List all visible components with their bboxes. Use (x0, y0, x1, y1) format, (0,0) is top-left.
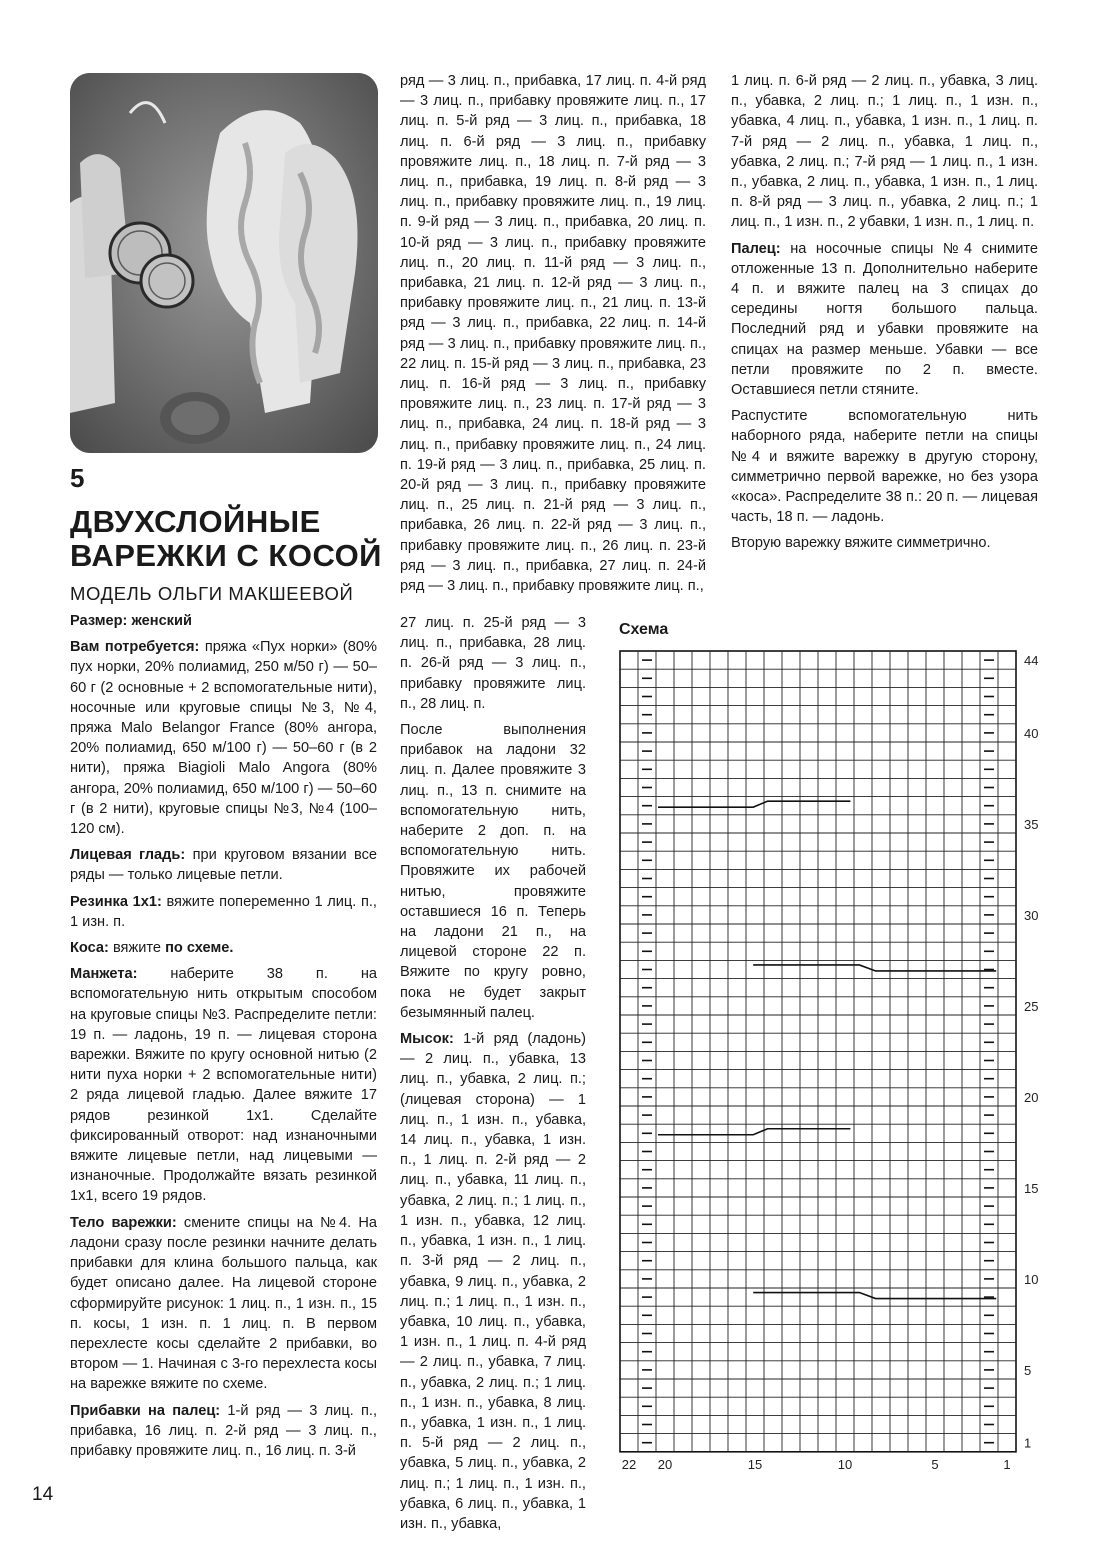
x-tick-label: 10 (837, 1456, 853, 1472)
size-label: Размер: (70, 613, 128, 629)
body-label: Тело варежки: (70, 1214, 177, 1231)
materials-paragraph (70, 637, 377, 839)
materials-label: Вам потребуется: (70, 639, 200, 656)
increases-end: 27 лиц. п. 25-й ряд — 3 лиц. п., прибавка, 28 лиц. п. 26-й ряд — 3 лиц. п., прибавку провяжите лиц. п., 28 лиц. п. (400, 615, 586, 712)
increases-continued: ряд — 3 лиц. п., прибавка, 17 лиц. п. 4-й ряд — 3 лиц. п., прибавку провяжите лиц. п., 17 лиц. п. 5-й ряд — 3 лиц. п., прибавка, 18 лиц. п. 6-й ряд — 3 лиц. п., прибавку провяжите лиц. п., 18 лиц. п. 7-й ряд — 3 лиц. п., прибавка, 19 лиц. п. 8-й ряд — 3 лиц. п., прибавку провяжите лиц. п., 19 лиц. п. 9-й ряд — 3 лиц. п., прибавка, 20 лиц. п. 10-й ряд — 3 лиц. п., прибавку провяжите лиц. п., 20 лиц. п. 11-й ряд — 3 лиц. п., прибавка, 21 лиц. п. 12-й ряд — 3 лиц. п., прибавку провяжите лиц. п., 21 лиц. п. 13-й ряд — 3 лиц. п., прибавка, 22 лиц. п. 14-й ряд — 3 лиц. п., прибавку провяжите лиц. п., 22 лиц. п. 15-й ряд — 3 лиц. п., прибавка, 23 лиц. п. 16-й ряд — 3 лиц. п., прибавку провяжите лиц. п., 23 лиц. п. 17-й ряд — 3 лиц. п., прибавка, 24 лиц. п. 18-й ряд — 3 лиц. п., прибавку провяжите лиц. п., 24 лиц. п. 19-й ряд — 3 лиц. п., прибавка, 25 лиц. п. 20-й ряд — 3 лиц. п., прибавку провяжите лиц. п., 25 лиц. п. 21-й ряд — 3 лиц. п., прибавка, 26 лиц. п. 22-й ряд — 3 лиц. п., прибавку провяжите лиц. п., 26 лиц. п. 23-й ряд — 3 лиц. п., прибавка, 27 лиц. п. 24-й ряд — 3 лиц. п., прибавку провяжите лиц. п., (400, 73, 706, 595)
size-value: женский (131, 613, 192, 629)
materials-text: пряжа «Пух норки» (80% пух норки, 20% полиамид, 250 м/50 г) — 50–60 г (2 основные + 2 вспомогательные нити), носочные или круговые спицы №3, №4, пряжа Malo Belangor France (80% ангора, 20% полиамид, 650 м/100 г) — 50–60 г (в 2 нити), пряжа Biagioli Malo Angora (80% ангора, 20% полиамид, 650 м/100 г) — 50–60 г (в 2 нити), круговые спицы №3, №4 (100–120 см). (70, 639, 378, 838)
after-increases-paragraph: После выполнения прибавок на ладони 32 лиц. п. Далее провяжите 3 лиц. п., 13 п. снимите на вспомогательную нить, наберите 2 доп. п. на вспомогательную нить. Провяжите их рабочей нитью, провяжите оставшиеся 16 п. Теперь на ладони 21 п., на лицевой стороне 22 п. Вяжите по кругу ровно, пока не будет закрыт безымянный палец. (400, 722, 586, 1021)
x-tick-label: 1 (1003, 1456, 1011, 1472)
column-2-bottom (400, 613, 586, 1540)
chart-title: Схема (619, 621, 669, 638)
y-tick-label: 15 (1024, 1180, 1039, 1196)
page-title: ДВУХСЛОЙНЫЕ ВАРЕЖКИ С КОСОЙ (70, 504, 382, 573)
pattern-number: 5 (70, 463, 85, 493)
page-number: 14 (32, 1484, 54, 1505)
y-tick-label: 10 (1024, 1271, 1039, 1287)
toe-paragraph (400, 1029, 586, 1534)
thumb-text: на носочные спицы №4 снимите отложенные 13 п. Дополнительно наберите 4 п. и вяжите палец на 3 спицах до середины ногтя большого пальца. Последний ряд и убавки провяжите на спицах на размер меньше. Убавки — все петли провяжите по 2 п. вместе. Оставшиеся петли стяните. (731, 240, 1038, 399)
stockinette-paragraph (70, 845, 377, 885)
cable-chart (610, 645, 1040, 1475)
y-tick-label: 1 (1024, 1435, 1032, 1451)
y-tick-label: 5 (1024, 1362, 1032, 1378)
cable-chart-ref: по схеме. (165, 940, 234, 957)
toe-text: 1-й ряд (ладонь) — 2 лиц. п., убавка, 13 лиц. п., убавка, 2 лиц. п.; (лицевая сторона) — 1 лиц. п., 1 изн. п., убавка, 14 лиц. п., убавка, 1 изн. п., 1 лиц. п. 2-й ряд — 2 лиц. п., убавка, 11 лиц. п., убавка, 2 лиц. п.; 1 лиц. п., 1 изн. п., убавка, 12 лиц. п., убавка, 1 изн. п., 1 лиц. п. 3-й ряд — 2 лиц. п., убавка, 9 лиц. п., убавка, 2 лиц. п.; 1 лиц. п., 1 изн. п., убавка, 10 лиц. п., убавка, 1 изн. п., 1 лиц. п. 4-й ряд — 2 лиц. п., убавка, 7 лиц. п., убавка, 2 лиц. п.; 1 лиц. п., 1 изн. п., убавка, 8 лиц. п., убавка, 1 изн. п., 1 лиц. п. 5-й ряд — 2 лиц. п., убавка, 5 лиц. п., убавка, 2 лиц. п.; 1 лиц. п., 1 изн. п., убавка, 6 лиц. п., убавка, 1 изн. п., убавка, (400, 1031, 586, 1532)
body-paragraph (70, 1213, 377, 1395)
toe-continued: 1 лиц. п. 6-й ряд — 2 лиц. п., убавка, 3 лиц. п., убавка, 2 лиц. п.; 1 лиц. п., 1 изн. п., убавка, 4 лиц. п., убавка, 1 изн. п., 1 лиц. п. 7-й ряд — 2 лиц. п., убавка, 1 лиц. п., убавка, 2 лиц. п.; 7-й ряд — 1 лиц. п., 1 изн. п., убавка, 2 лиц. п., убавка, 1 изн. п., 1 лиц. п. 8-й ряд — 3 лиц. п., убавка, 2 лиц. п.; 1 лиц. п., 1 изн. п., 2 убавки, 1 изн. п., 1 лиц. п. (731, 73, 1038, 231)
mittens-photo (70, 73, 378, 453)
x-tick-label: 20 (657, 1456, 673, 1472)
stockinette-label: Лицевая гладь: (70, 847, 186, 864)
body-text: смените спицы на №4. На ладони сразу после резинки начните делать прибавки для клина большого пальца, как будет описано далее. На лицевой стороне сформируйте рисунок: 1 лиц. п., 1 изн. п., 15 п. косы, 1 изн. п. 1 лиц. п. В первом перехлесте косы сделайте 2 прибавки, во втором — 1. Начиная с 3-го перехлеста косы на варежке вяжите по схеме. (70, 1214, 377, 1393)
rib-paragraph (70, 892, 377, 932)
stockinette-text: при круговом вязании все ряды — только лицевые петли. (70, 847, 377, 884)
thumb-label: Палец: (731, 240, 781, 257)
x-tick-label: 5 (931, 1456, 939, 1472)
column-3 (731, 71, 1038, 560)
increases-paragraph (70, 1401, 377, 1462)
y-tick-label: 20 (1024, 1089, 1039, 1105)
column-1 (70, 611, 377, 1467)
cable-text: вяжите (112, 940, 162, 957)
y-tick-label: 44 (1024, 653, 1039, 669)
column-2-top (400, 71, 706, 602)
rib-text: вяжите попеременно 1 лиц. п., 1 изн. п. (70, 893, 377, 930)
x-tick-label: 22 (621, 1456, 637, 1472)
increases-text: 1-й ряд — 3 лиц. п., прибавка, 16 лиц. п. 2-й ряд — 3 лиц. п., прибавку провяжите лиц. п., 16 лиц. п. 3-й (70, 1402, 378, 1459)
cable-label: Коса: (70, 940, 109, 957)
increases-label: Прибавки на палец: (70, 1402, 221, 1419)
y-tick-label: 25 (1024, 998, 1039, 1014)
x-tick-label: 15 (747, 1456, 763, 1472)
y-tick-label: 40 (1024, 725, 1039, 741)
y-tick-label: 30 (1024, 907, 1039, 923)
cuff-paragraph (70, 964, 377, 1206)
second-mitten-paragraph: Вторую варежку вяжите симметрично. (731, 535, 991, 552)
cuff-text: наберите 38 п. на вспомогательную нить открытым способом на круговые спицы №3. Распределите петли: 19 п. — ладонь, 19 п. — лицевая сторона варежки. Вяжите по кругу основной нитью (2 нити пуха норки + 2 вспомогательные нити) 2 ряда лицевой гладью. Далее вяжите 17 рядов резинкой 1х1. Сделайте фиксированный отворот: над изнаночными вяжите лицевые петли, над лицевыми — изнаночные. Продолжайте вязать резинкой 1х1, всего 19 рядов. (70, 966, 378, 1205)
size-paragraph (70, 611, 377, 631)
cable-paragraph (70, 938, 377, 958)
cuff-label: Манжета: (70, 966, 138, 983)
author-line: МОДЕЛЬ ОЛЬГИ МАКШЕЕВОЙ (70, 583, 354, 604)
y-tick-label: 35 (1024, 816, 1039, 832)
toe-label: Мысок: (400, 1031, 454, 1048)
thumb-paragraph (731, 239, 1038, 401)
rib-label: Резинка 1х1: (70, 893, 162, 910)
unravel-paragraph: Распустите вспомогательную нить наборного ряда, наберите петли на спицы №4 и вяжите варежку в другую сторону, симметрично первой варежке, но без узора «коса». Распределите 38 п.: 20 п. — лицевая часть, 18 п. — ладонь. (731, 408, 1038, 526)
